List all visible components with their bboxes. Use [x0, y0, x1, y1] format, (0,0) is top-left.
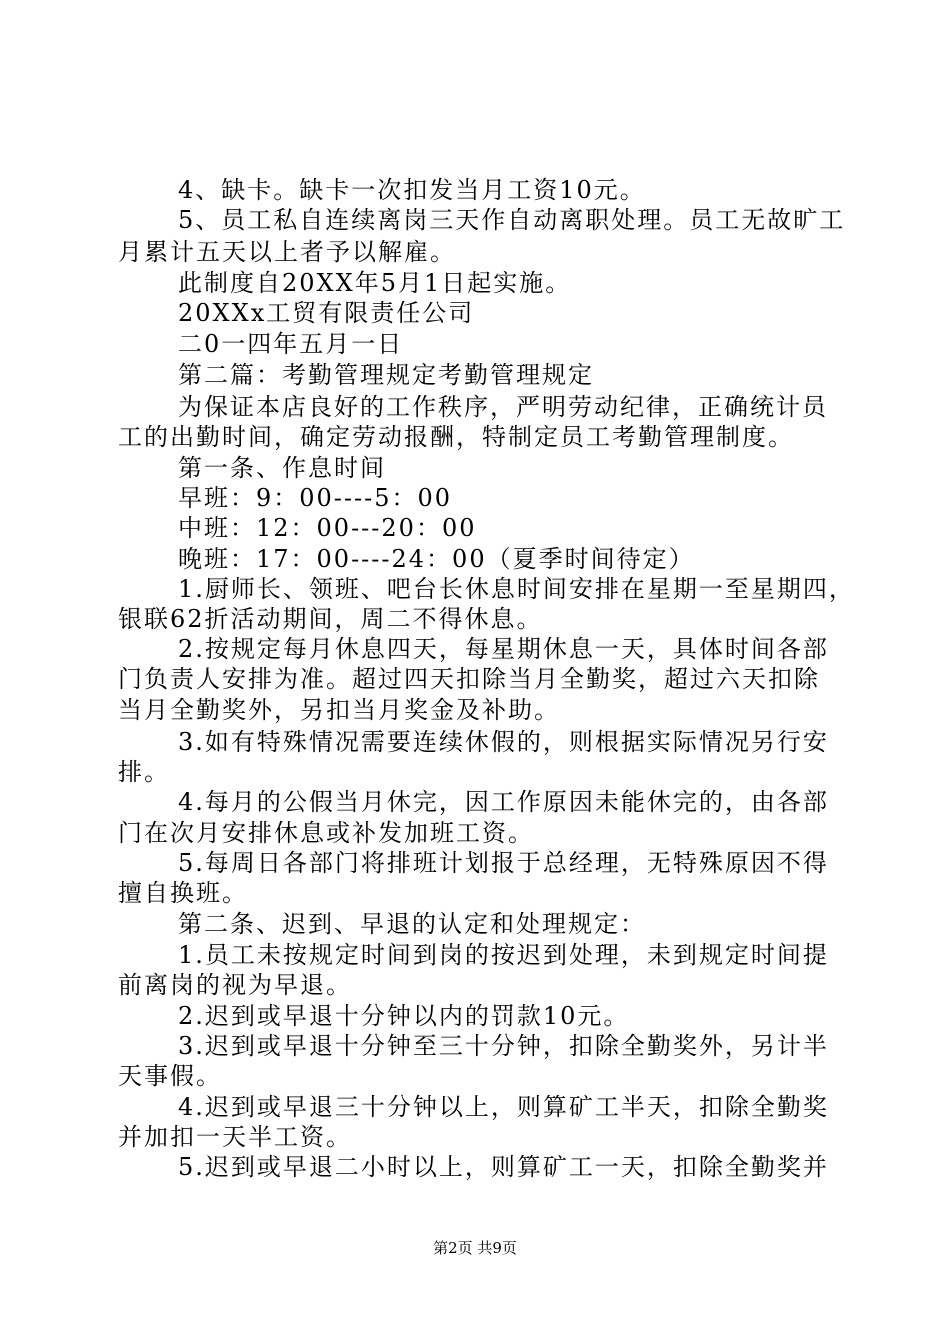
text-line: 4.每月的公假当月休完，因工作原因未能休完的，由各部	[178, 788, 829, 816]
text-line: 为保证本店良好的工作秩序，严明劳动纪律，正确统计员	[178, 393, 828, 421]
text-line: 4、缺卡。缺卡一次扣发当月工资10元。	[178, 176, 646, 204]
text-line: 晚班：17：00----24：00（夏季时间待定）	[178, 545, 695, 573]
text-line: 银联62折活动期间，周二不得休息。	[118, 605, 543, 633]
text-line: 并加扣一天半工资。	[118, 1123, 352, 1151]
text-line: 门负责人安排为准。超过四天扣除当月全勤奖，超过六天扣除	[118, 665, 820, 693]
text-line: 5.迟到或早退二小时以上，则算矿工一天，扣除全勤奖并	[178, 1153, 829, 1181]
text-line: 2.迟到或早退十分钟以内的罚款10元。	[178, 1002, 630, 1030]
text-line: 当月全勤奖外，另扣当月奖金及补助。	[118, 696, 560, 724]
section-heading: 第二条、迟到、早退的认定和处理规定：	[178, 910, 646, 938]
text-line: 擅自换班。	[118, 879, 248, 907]
text-line: 5、员工私自连续离岗三天作自动离职处理。员工无故旷工	[178, 206, 846, 234]
text-line: 第一条、作息时间	[178, 454, 386, 482]
text-line: 此制度自20XX年5月1日起实施。	[178, 269, 572, 297]
text-line: 前离岗的视为早退。	[118, 971, 352, 999]
text-line: 1.员工未按规定时间到岗的按迟到处理，未到规定时间提	[178, 941, 829, 969]
text-line: 工的出勤时间，确定劳动报酬，特制定员工考勤管理制度。	[118, 423, 794, 451]
page-number-footer: 第2页 共9页	[433, 1239, 517, 1257]
text-line: 3.迟到或早退十分钟至三十分钟，扣除全勤奖外，另计半	[178, 1032, 829, 1060]
text-line: 月累计五天以上者予以解雇。	[118, 238, 456, 266]
text-line: 中班：12：00---20：00	[178, 514, 477, 542]
text-line: 5.每周日各部门将排班计划报于总经理，无特殊原因不得	[178, 849, 829, 877]
text-line: 4.迟到或早退三十分钟以上，则算矿工半天，扣除全勤奖	[178, 1093, 829, 1121]
text-line: 2.按规定每月休息四天，每星期休息一天，具体时间各部	[178, 635, 829, 663]
text-line: 门在次月安排休息或补发加班工资。	[118, 819, 534, 847]
text-line: 20XXx工贸有限责任公司	[178, 299, 475, 327]
text-line: 1.厨师长、领班、吧台长休息时间安排在星期一至星期四，	[178, 575, 855, 603]
section-heading: 第二篇：考勤管理规定考勤管理规定	[178, 361, 594, 389]
text-line: 早班：9：00----5：00	[178, 484, 453, 512]
text-line: 排。	[118, 758, 170, 786]
text-line: 天事假。	[118, 1062, 222, 1090]
text-line: 二0一四年五月一日	[178, 330, 404, 358]
text-line: 3.如有特殊情况需要连续休假的，则根据实际情况另行安	[178, 728, 829, 756]
